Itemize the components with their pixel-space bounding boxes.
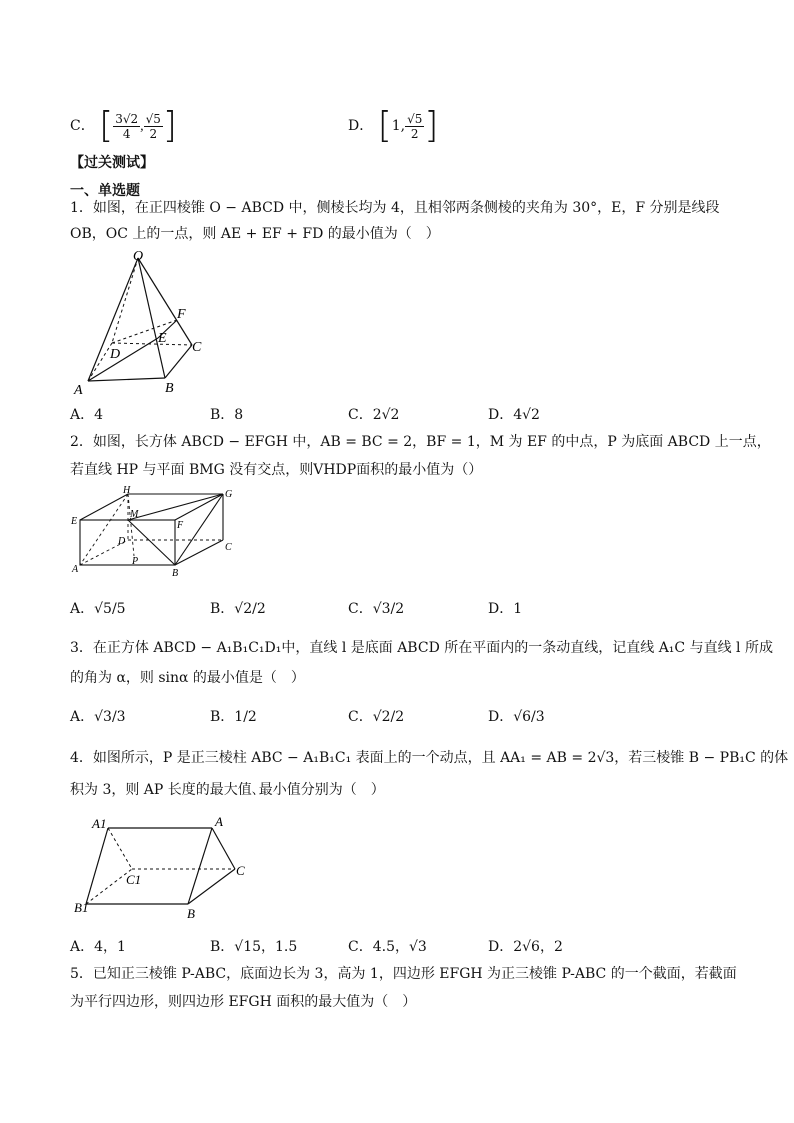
figure-label: B (172, 568, 179, 579)
q4-option-c: C．4.5，√3 (348, 939, 427, 955)
figure-label: A (74, 383, 83, 398)
figure-label: D (118, 536, 126, 547)
option-c-top: C． [ $\frac{3√2}{4}$ , $\frac{√5}{2}$ ] (70, 105, 177, 146)
q2-option-b: B．√2/2 (210, 601, 266, 617)
question-2-line-1: 2．如图，长方体 ABCD − EFGH 中，AB = BC = 2，BF = 1，M 为 EF 的中点，P 为底面 ABCD 上一点， (70, 434, 771, 450)
q4-option-b: B．√15，1.5 (210, 939, 298, 955)
question-4-line-1: 4．如图所示，P 是正三棱柱 ABC − A₁B₁C₁ 表面上的一个动点，且 AA₁ = AB = 2√3，若三棱锥 B − PB₁C 的体 (70, 750, 789, 766)
question-3-line-1: 3．在正方体 ABCD − A₁B₁C₁D₁中，直线 l 是底面 ABCD 所在平面内的一条动直线，记直线 A₁C 与直线 l 所成 (70, 640, 773, 656)
figure-label: D (110, 347, 121, 362)
figure-label: F (177, 520, 184, 531)
figure-label: A (215, 814, 223, 829)
question-4-line-2: 积为 3，则 AP 长度的最大值､最小值分别为（ ） (70, 782, 385, 798)
q3-option-b: B．1/2 (210, 709, 257, 725)
q1-option-d: D．4√2 (488, 407, 540, 423)
question-2-line-2: 若直线 HP 与平面 BMG 没有交点，则VHDP面积的最小值为（） (70, 462, 483, 478)
figure-label: H (123, 485, 131, 496)
question-3-line-2: 的角为 α，则 sinα 的最小值是（ ） (70, 670, 305, 686)
option-label: C． (70, 118, 95, 134)
q2-option-c: C．√3/2 (348, 601, 405, 617)
q1-option-b: B．8 (210, 407, 244, 423)
figure-label: M (130, 509, 139, 520)
q4-option-a: A．4，1 (70, 939, 126, 955)
q1-option-c: C．2√2 (348, 407, 400, 423)
subsection-title: 一、单选题 (70, 183, 140, 199)
question-1-figure (70, 248, 220, 398)
question-5-line-2: 为平行四边形，则四边形 EFGH 面积的最大值为（ ） (70, 994, 417, 1010)
option-label: D． (348, 118, 374, 134)
figure-label: O (133, 249, 144, 264)
question-1-line-1: 1．如图，在正四棱锥 O − ABCD 中，侧棱长均为 4，且相邻两条侧棱的夹角为 30°，E，F 分别是线段 (70, 200, 720, 216)
figure-label: C (236, 863, 245, 878)
figure-label: A1 (92, 816, 107, 831)
q1-option-a: A．4 (70, 407, 104, 423)
q3-option-c: C．√2/2 (348, 709, 405, 725)
figure-label: B (187, 906, 195, 921)
figure-label: E (71, 516, 78, 527)
q3-option-a: A．√3/3 (70, 709, 126, 725)
figure-label: E (158, 331, 167, 346)
question-1-line-2: OB，OC 上的一点，则 AE + EF + FD 的最小值为（ ） (70, 226, 440, 242)
question-4-figure (70, 812, 260, 924)
question-2-figure (70, 484, 240, 580)
figure-label: F (177, 307, 186, 322)
figure-label: C (225, 542, 232, 553)
q4-option-d: D．2√6，2 (488, 939, 563, 955)
q2-option-d: D．1 (488, 601, 523, 617)
figure-label: C1 (126, 872, 142, 887)
q2-option-a: A．√5/5 (70, 601, 126, 617)
figure-label: B1 (74, 900, 89, 915)
option-d-top: D． [1, $\frac{√5}{2}$ ] (348, 105, 439, 146)
figure-label: A (72, 564, 79, 575)
figure-label: B (165, 381, 174, 396)
section-title: 【过关测试】 (70, 155, 154, 171)
figure-label: C (192, 340, 202, 355)
figure-label: G (225, 489, 233, 500)
figure-label: P (132, 556, 139, 567)
q3-option-d: D．√6/3 (488, 709, 545, 725)
question-5-line-1: 5．已知正三棱锥 P-ABC，底面边长为 3，高为 1，四边形 EFGH 为正三棱锥 P-ABC 的一个截面，若截面 (70, 966, 737, 982)
